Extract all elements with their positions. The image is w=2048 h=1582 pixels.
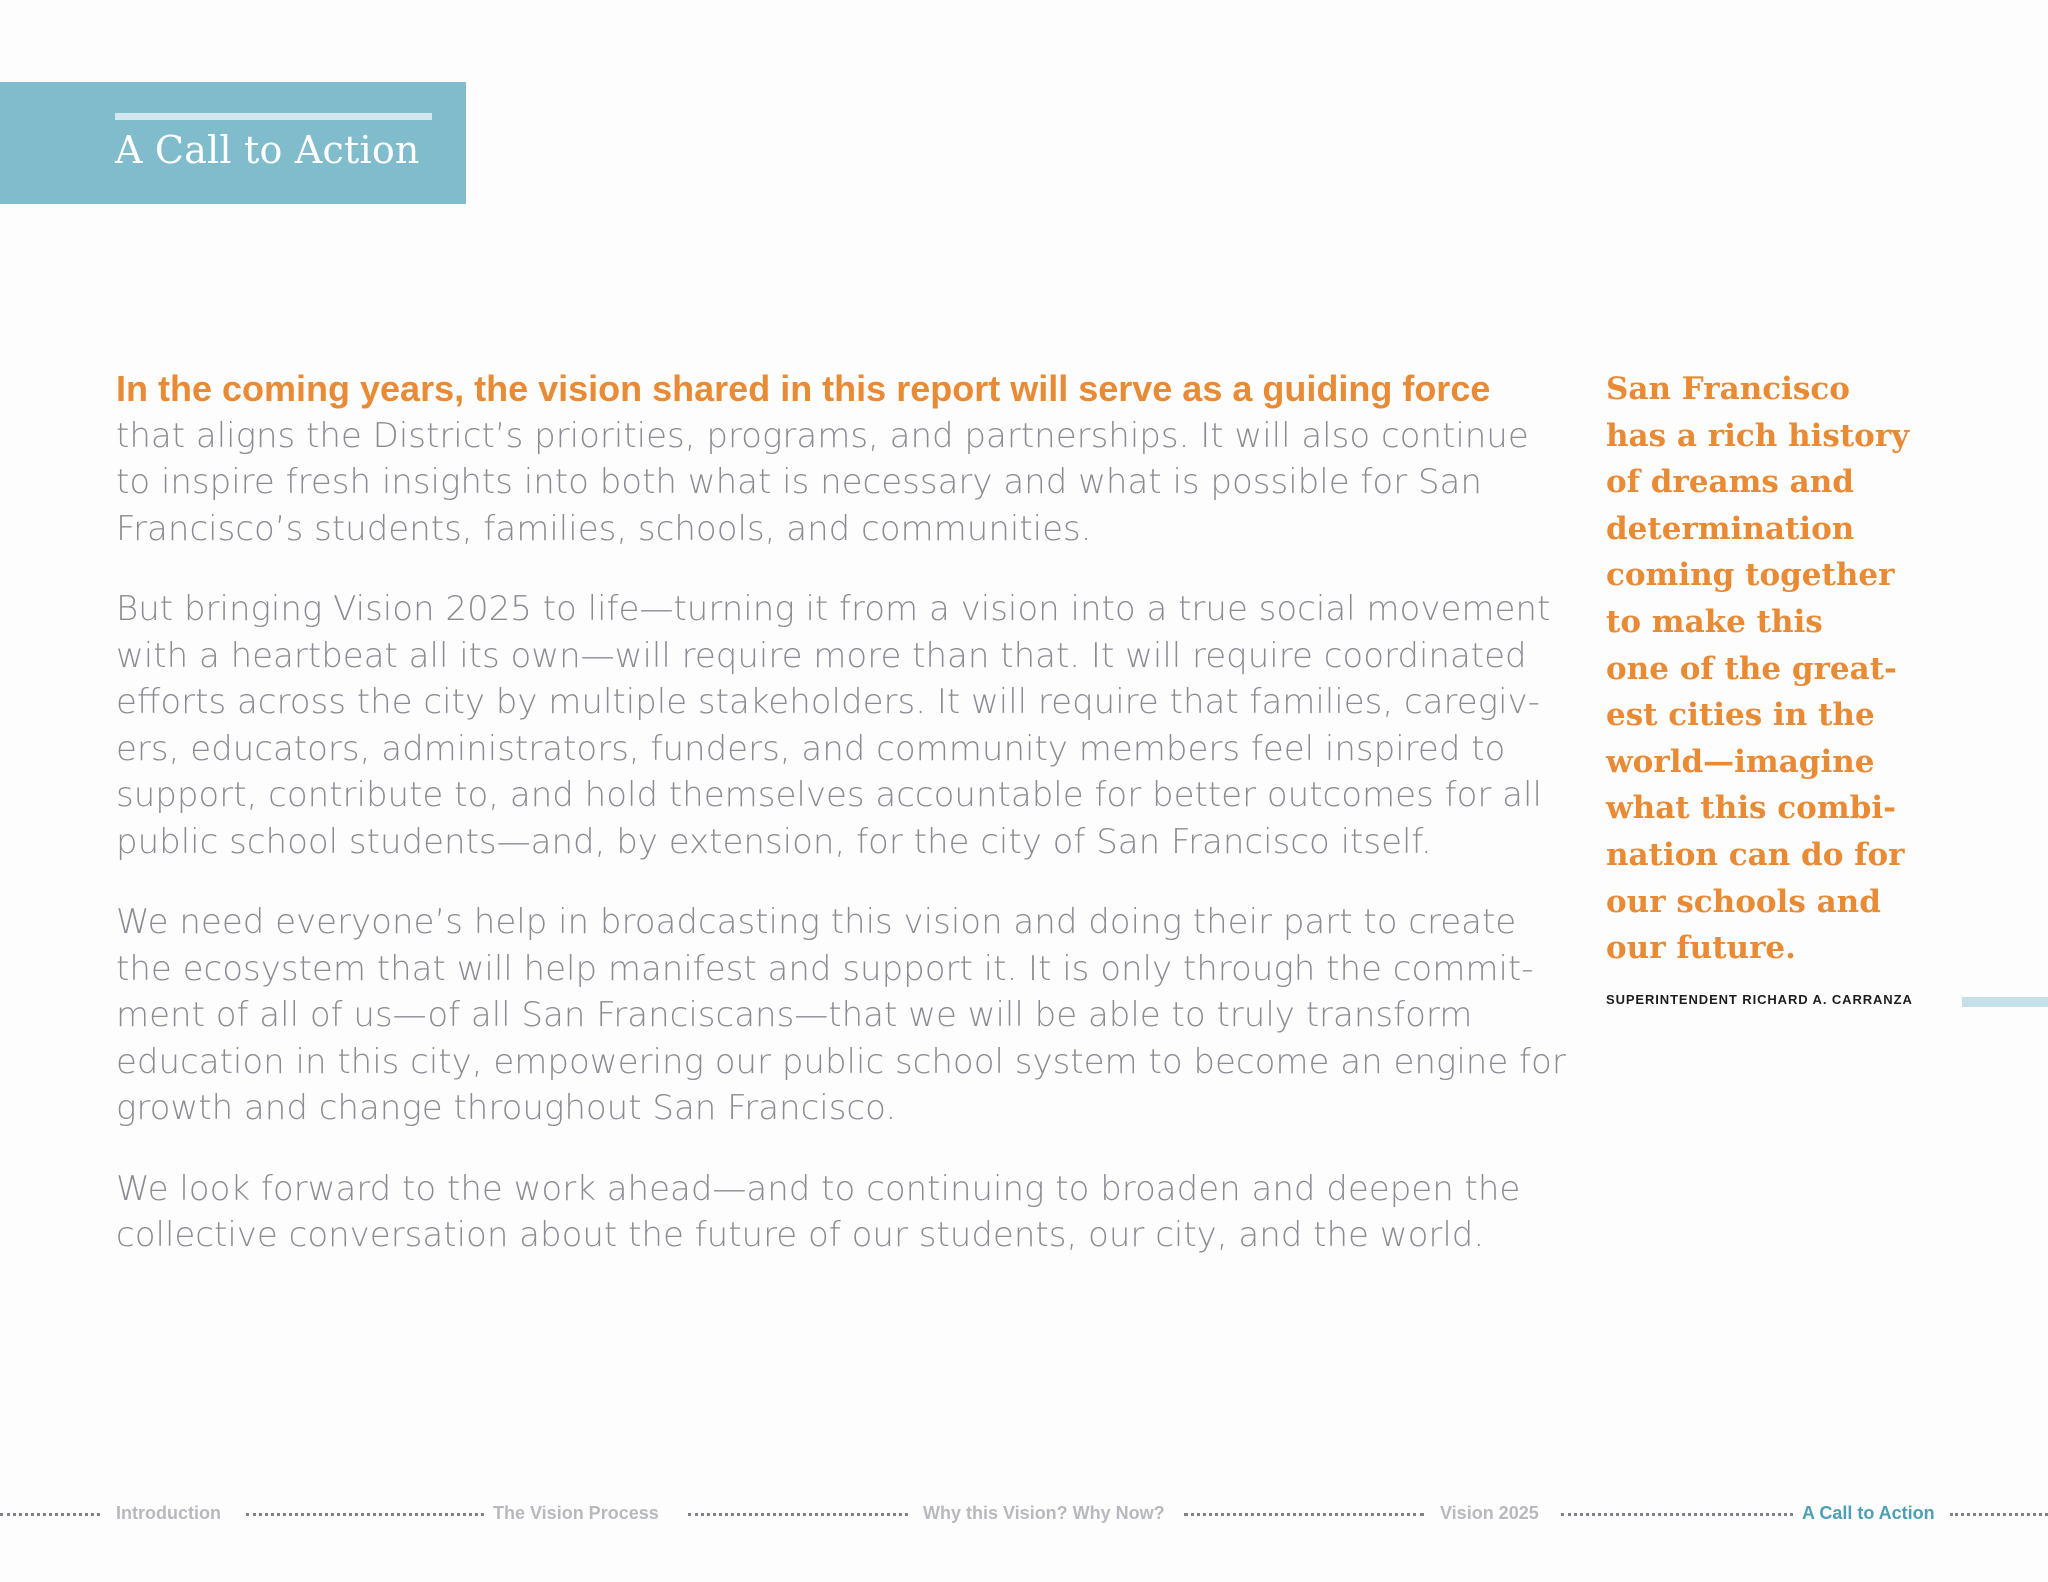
pull-quote bbox=[1606, 366, 1946, 972]
quote-line: has a rich history bbox=[1606, 417, 1910, 454]
quote-line: our schools and bbox=[1606, 883, 1881, 920]
paragraph-1 bbox=[116, 366, 1566, 552]
quote-attribution: SUPERINTENDENT RICHARD A. CARRANZA bbox=[1606, 992, 1913, 1007]
section-title: A Call to Action bbox=[115, 128, 420, 172]
footer-nav bbox=[0, 1497, 2048, 1533]
text-line: that aligns the District’s priorities, programs, and partnerships. It will also continue bbox=[116, 415, 1529, 456]
quote-line: what this combi- bbox=[1606, 790, 1896, 827]
paragraph-4 bbox=[116, 1166, 1566, 1259]
quote-line: San Francisco bbox=[1606, 371, 1850, 407]
quote-line: our future. bbox=[1606, 930, 1796, 967]
dotted-separator bbox=[1950, 1513, 2048, 1516]
quote-line: determination bbox=[1606, 510, 1855, 547]
dotted-separator bbox=[246, 1513, 484, 1516]
text-line: But bringing Vision 2025 to life—turning it from a vision into a true social movement bbox=[116, 589, 1551, 629]
quote-line: world—imagine bbox=[1606, 743, 1875, 780]
text-line: efforts across the city by multiple stakeholders. It will require that families, caregiv- bbox=[116, 682, 1540, 722]
dotted-separator bbox=[1184, 1513, 1424, 1516]
section-tab-rule bbox=[115, 113, 432, 120]
text-line: with a heartbeat all its own—will require more than that. It will require coordinated bbox=[116, 635, 1527, 676]
text-line: ment of all of us—of all San Franciscans—that we will be able to truly transform bbox=[116, 995, 1473, 1035]
quote-line: coming together bbox=[1606, 557, 1895, 594]
nav-item-why-this-vision[interactable]: Why this Vision? Why Now? bbox=[923, 1503, 1165, 1523]
dotted-separator bbox=[0, 1513, 100, 1516]
lead-sentence: In the coming years, the vision shared in this report will serve as a guiding force bbox=[116, 368, 1491, 409]
dotted-separator bbox=[1561, 1513, 1793, 1516]
quote-line: of dreams and bbox=[1606, 464, 1854, 501]
text-line: the ecosystem that will help manifest and support it. It is only through the commit- bbox=[116, 948, 1534, 989]
text-line: public school students—and, by extension, for the city of San Francisco itself. bbox=[116, 821, 1432, 862]
quote-line: nation can do for bbox=[1606, 836, 1905, 873]
text-line: to inspire fresh insights into both what is necessary and what is possible for San bbox=[116, 462, 1482, 502]
text-line: We look forward to the work ahead—and to continuing to broaden and deepen the bbox=[116, 1168, 1521, 1209]
text-line: collective conversation about the future of our students, our city, and the world. bbox=[116, 1215, 1485, 1255]
text-line: Francisco’s students, families, schools, and communities. bbox=[116, 508, 1092, 549]
nav-item-call-to-action[interactable]: A Call to Action bbox=[1802, 1503, 1935, 1523]
text-line: education in this city, empowering our public school system to become an engine for bbox=[116, 1041, 1566, 1082]
nav-item-vision-process[interactable]: The Vision Process bbox=[493, 1503, 659, 1523]
text-line: We need everyone’s help in broadcasting this vision and doing their part to create bbox=[116, 902, 1517, 942]
body-text bbox=[116, 366, 1566, 1293]
quote-line: est cities in the bbox=[1606, 697, 1875, 734]
attribution-bar bbox=[1962, 997, 2048, 1007]
text-line: ers, educators, administrators, funders, and community members feel inspired to bbox=[116, 728, 1506, 769]
text-line: support, contribute to, and hold themselves accountable for better outcomes for all bbox=[116, 775, 1542, 815]
quote-line: one of the great- bbox=[1606, 650, 1897, 687]
paragraph-3 bbox=[116, 899, 1566, 1132]
nav-item-vision-2025[interactable]: Vision 2025 bbox=[1440, 1503, 1539, 1523]
nav-item-introduction[interactable]: Introduction bbox=[116, 1503, 221, 1523]
paragraph-2 bbox=[116, 586, 1566, 865]
text-line: growth and change throughout San Francisco. bbox=[116, 1088, 897, 1128]
dotted-separator bbox=[688, 1513, 908, 1516]
quote-line: to make this bbox=[1606, 603, 1823, 640]
